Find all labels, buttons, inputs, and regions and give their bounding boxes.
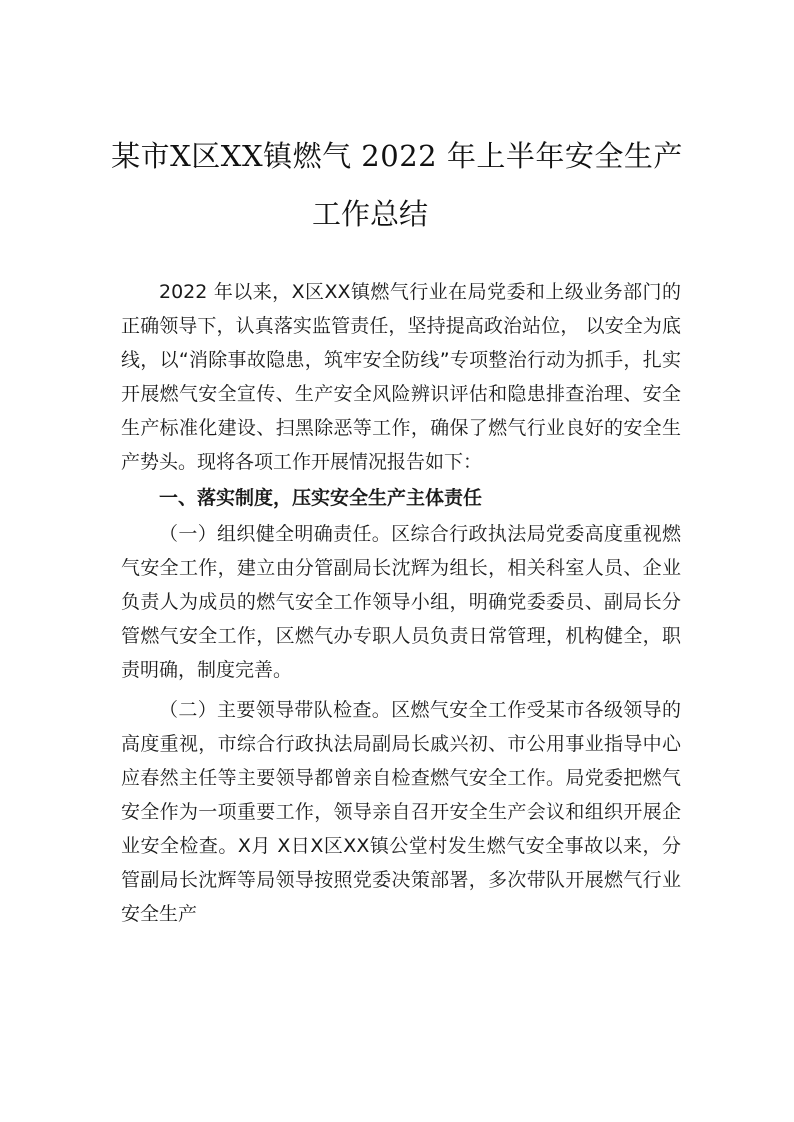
intro-paragraph: 2022 年以来，X区XX镇燃气行业在局党委和上级业务部门的正确领导下，认真落实监管责任，坚持提高政治站位， 以安全为底线，以“消除事故隐患，筑牢安全防线”专项整治行动为抓手，扎实开展燃气安全宣传、生产安全风险辨识评估和隐患排查治理、安全生产标准化建设、扫黑除恶等工作，确保了燃气行业良好的安全生产势头。现将各项工作开展情况报告如下： — [121, 281, 681, 473]
paragraph-2: （二）主要领导带队检查。区燃气安全工作受某市各级领导的高度重视，市综合行政执法局副局长戚兴初、市公用事业指导中心应春然主任等主要领导都曾亲自检查燃气安全工作。局党委把燃气安全作为一项重要工作，领导亲自召开安全生产会议和组织开展企业安全检查。X月 X日X区XX镇公堂村发生燃气安全事故以来，分管副局长沈辉等局领导按照党委决策部署，多次带队开展燃气行业安全生产 — [121, 699, 681, 925]
document-body — [121, 275, 681, 931]
section-heading-1: 一、落实制度，压实安全生产主体责任 — [159, 487, 483, 509]
document-title-line-2: 工作总结 — [312, 197, 429, 231]
document-title-line-1: 某市X区XX镇燃气 2022 年上半年安全生产 — [111, 139, 683, 173]
paragraph-1: （一）组织健全明确责任。区综合行政执法局党委高度重视燃气安全工作，建立由分管副局长沈辉为组长，相关科室人员、企业负责人为成员的燃气安全工作领导小组，明确党委委员、副局长分管燃气安全工作，区燃气办专职人员负责日常管理，机构健全，职责明确，制度完善。 — [121, 523, 681, 681]
